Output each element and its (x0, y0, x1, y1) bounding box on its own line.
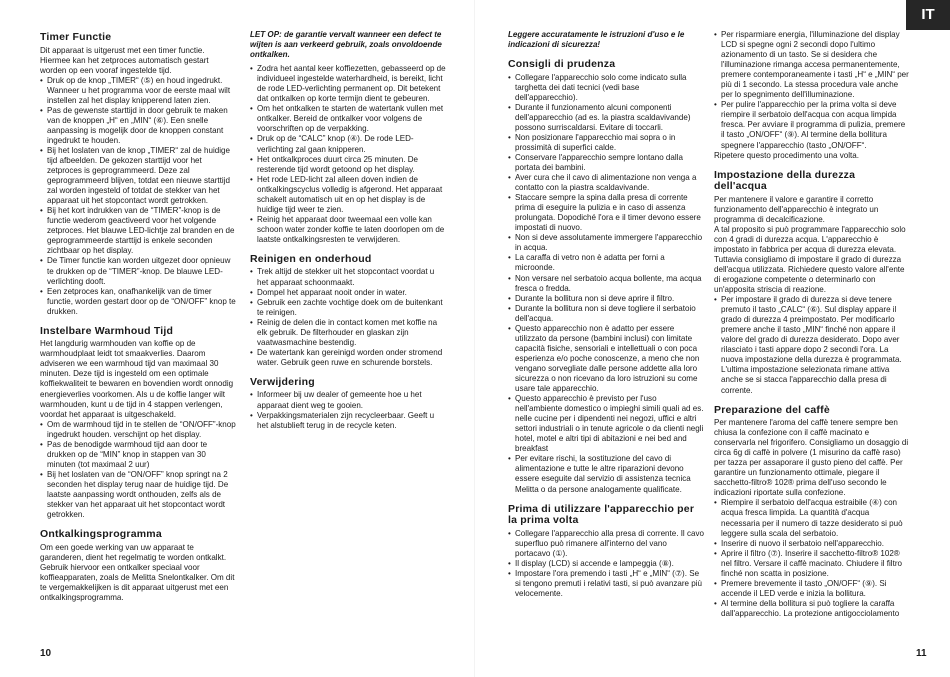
column-1 (40, 30, 236, 603)
list-item: • Reinig het apparaat door tweemaal een volle kan schoon water zonder koffie te laten doorlopen om de laatste ontkalkingsresten te verwijderen. (250, 215, 446, 245)
paragraph: Per mantenere l'aroma del caffè tenere sempre ben chiusa la confezione con il caffè macinato e conservarla nel frigorifero. Consigliamo un dosaggio di circa 6g di caffè in polvere (1 misurino da caffè raso) per tazza per assaporare il gusto pieno del caffè. Per garantire un funzionamento ottimale, piegare il sacchetto-filtro® 102® prima dell'uso secondo le indicazioni riportate sulla confezione. (714, 418, 909, 498)
list-item: • Non posizionare l'apparecchio mai sopra o in prossimità di superfici calde. (508, 133, 704, 153)
section-title-consigli: Consigli di prudenza (508, 58, 616, 71)
list-item: • Inserire di nuovo il serbatoio nell'apparecchio. (714, 539, 910, 549)
section-title-ontkalking: Ontkalkingsprogramma (40, 528, 162, 541)
bullet-list (40, 420, 236, 520)
list-item: • Premere brevemente il tasto „ON/OFF“ (⑨). Si accende il LED verde e inizia la bollitura. (714, 579, 910, 599)
list-item: • La caraffa di vetro non è adatta per forni a microonde. (508, 253, 704, 273)
list-item: • Collegare l'apparecchio solo come indicato sulla targhetta dei dati tecnici (vedi base dell'apparecchio). (508, 73, 704, 103)
list-item: • Om de warmhoud tijd in te stellen de “ON/OFF”-knop ingedrukt houden. verschijnt op het display. (40, 420, 236, 440)
list-item: • Informeer bij uw dealer of gemeente hoe u het apparaat dient weg te gooien. (250, 390, 446, 410)
list-item: • Riempire il serbatoio dell'acqua estraibile (④) con acqua fresca limpida. La quantità d'acqua necessaria per il numero di tazze desiderato si può leggere sulla scala del serbatoio. (714, 498, 910, 538)
list-item: • Per pulire l'apparecchio per la prima volta si deve riempire il serbatoio dell'acqua con acqua limpida fresca. Per avviare il programma di pulizia, premere il tasto „ON/OFF“ (⑨). Al termine della bollitura spegnere l'apparecchio (tasto „ON/OFF“. (714, 100, 910, 150)
list-item: • Pas de gewenste starttijd in door gebruik te maken van de knoppen „H“ en „MIN“ (⑥). Een snelle aanpassing is mogelijk door de knoppen constant ingedrukt te houden. (40, 106, 236, 146)
warranty-note: LET OP: de garantie vervalt wanneer een defect te wijten is aan verkeerd gebruik, zoals onvoldoende ontkalken. (250, 30, 442, 60)
list-item: • Non si deve assolutamente immergere l'apparecchio in acqua. (508, 233, 704, 253)
column-2 (250, 30, 446, 431)
list-item: • Pas de benodigde warmhoud tijd aan door te drukken op de “MIN” knop in stappen van 30 minuten (tot maximaal 2 uur) (40, 440, 236, 470)
list-item: • Het rode LED-licht zal alleen doven indien de ontkalkingscyclus volledig is afgerond. Het apparaat schakelt automatisch uit en op het display is de huidige tijd weer te zien. (250, 175, 446, 215)
list-item: • Druk op de “CALC” knop (④). De rode LED-verlichting zal gaan knipperen. (250, 134, 446, 154)
paragraph: Ripetere questo procedimento una volta. (714, 150, 859, 160)
list-item: • Dompel het apparaat nooit onder in water. (250, 288, 446, 298)
column-3 (508, 30, 704, 599)
bullet-list (714, 498, 910, 619)
list-item: • De Timer functie kan worden uitgezet door opnieuw te drukken op de “TIMER”-knop. De blauwe LED-verlichting dooft. (40, 256, 236, 286)
list-item: • Durante la bollitura non si deve togliere il serbatoio dell'acqua. (508, 304, 704, 324)
column-4 (714, 30, 910, 619)
list-item: • Questo apparecchio non è adatto per essere utilizzato da persone (bambini inclusi) con limitate capacità fisiche, sensoriali e intellettuali o con poca esperienza e/o poche conoscenze, a meno che non vengano sorvegliate dalle persone addette alla loro sicurezza o non ricevano da loro istruzioni su come usare tale apparecchio. (508, 324, 704, 394)
list-item: • Non versare nel serbatoio acqua bollente, ma acqua fresca o fredda. (508, 274, 704, 294)
section-title-timer: Timer Functie (40, 31, 112, 43)
list-item: • Bij het kort indrukken van de “TIMER”-knop is de functie wederom geactiveerd voor het volgende zetproces. Het blauwe LED-lichtje zal branden en de geprogrammeerde starttijd is enkele seconden zichtbaar op het display. (40, 206, 236, 256)
bullet-list (250, 64, 446, 245)
list-item: • Verpakkingsmaterialen zijn recycleerbaar. Geeft u het alstublieft terug in de recycle keten. (250, 411, 446, 431)
page-number-left: 10 (40, 648, 52, 659)
list-item: • Bij het loslaten van de knop „TIMER“ zal de huidige tijd afbeelden. De gekozen starttijd voor het zetproces is geprogrammeerd. Deze zal geprogrammeerd blijven, totdat een nieuwe starttijd zal worden ingesteld of totdat de stekker van het apparaat uit het stopcontact wordt getrokken. (40, 146, 236, 206)
list-item: • Staccare sempre la spina dalla presa di corrente prima di eseguire la pulizia e in caso di assenza prolungata. Dopodiché l'ora e il timer devono essere impostati di nuovo. (508, 193, 704, 233)
section-title-preparazione: Preparazione del caffè (714, 403, 830, 416)
bullet-list (40, 76, 236, 317)
list-item: • Een zetproces kan, onafhankelijk van de timer functie, worden gestart door op de “ON/OFF” knop te drukken. (40, 287, 236, 317)
list-item: • Aprire il filtro (⑦). Inserire il sacchetto-filtro® 102® nel filtro. Versare il caffè macinato. Chiudere il filtro finché non scatta in posizione. (714, 549, 910, 579)
list-item: • Trek altijd de stekker uit het stopcontact voordat u het apparaat schoonmaakt. (250, 267, 446, 287)
bullet-list (714, 30, 910, 151)
list-item: • Druk op de knop „TIMER“ (⑤) en houd ingedrukt. Wanneer u het programma voor de eerste maal wilt instellen zal het display knipperend laten zien. (40, 76, 236, 106)
paragraph: Het langdurig warmhouden van koffie op de warmhoudplaat leidt tot smaakverlies. Daarom adviseren we een warmhoud tijd van maximaal 30 minuten. Deze tijd is ingesteld om een optimale koffiekwaliteit te bewaren en bovendien wordt onnodig energieverlies voorkomen. Als u de koffie langer wilt warmhouden, kunt u de tijd in 4 stappen verlengen, voordat het apparaat is uitgeschakeld. (40, 339, 234, 419)
bullet-list (508, 529, 704, 599)
list-item: • Zodra het aantal keer koffiezetten, gebasseerd op de individueel ingestelde waterhardheid, is bereikt, licht de rode LED-verlichting permanent op. Dit betekent dat ontkalken op korte termijn dient te gebeuren. (250, 64, 446, 104)
paragraph: Om een goede werking van uw apparaat te garanderen, dient het regelmatig te worden ontkalkt. Gebruik hiervoor een ontkalker speciaal voor koffieapparaten, zoals de Melitta Snelontkalker. Om dit te vergemakkelijken is dit apparaat uitgerust met een ontkalkingsprogramma. (40, 542, 235, 602)
list-item: • Il display (LCD) si accende e lampeggia (⑧). (508, 559, 704, 569)
list-item: • Per risparmiare energia, l'illuminazione del display LCD si spegne ogni 2 secondi dopo l'ultimo azionamento di un tasto. Se si desidera che l'illuminazione rimanga accesa permanentemente, premere contemporaneamente i tasti „H“ e „MIN“ per più di 1 secondo. La stessa procedura vale anche per lo spegnimento dell'illuminazione. (714, 30, 910, 100)
list-item: • Om het ontkalken te starten de watertank vullen met ontkalker. Bereid de ontkalker voor volgens de voorschriften op de verpakking. (250, 104, 446, 134)
list-item: • Reinig de delen die in contact komen met koffie na elk gebruik. De filterhouder en glaskan zijn vaatwasmachine bestendig. (250, 318, 446, 348)
section-title-durezza: Impostazione della durezza dell'acqua (714, 168, 856, 193)
list-item: • Al termine della bollitura si può togliere la caraffa dall'apparecchio. La protezione antigocciolamento (714, 599, 910, 619)
page-fold (474, 0, 475, 677)
section-title-warmhoud: Instelbare Warmhoud Tijd (40, 324, 174, 337)
bullet-list (508, 73, 704, 495)
paragraph: Per mantenere il valore e garantire il corretto funzionamento dell'apparecchio è integrato un programma di decalcificazione. (714, 194, 879, 224)
list-item: • Questo apparecchio è previsto per l'uso nell'ambiente domestico o impieghi simili quali ad es. nelle cucine per i dipendenti nei negozi, uffici e altri settori industriali o in tenute agricole o da clienti negli hotel, motel e altri tipi di abitazioni e nei bed and breakfast (508, 394, 704, 454)
section-title-prima-volta: Prima di utilizzare l'apparecchio per la prima volta (508, 502, 695, 527)
paragraph: Dit apparaat is uitgerust met een timer functie. Hiermee kan het zetproces automatisch gestart worden op een vooraf ingestelde tijd. (40, 45, 209, 75)
language-tab: IT (906, 0, 950, 30)
list-item: • Durante il funzionamento alcuni componenti dell'apparecchio (ad es. la piastra scaldavivande) possono surriscaldarsi. Evitare di toccarli. (508, 103, 704, 133)
page-number-right: 11 (916, 648, 927, 659)
list-item: • De watertank kan gereinigd worden onder stromend water. Gebruik geen ruwe en schurende borstels. (250, 348, 446, 368)
section-title-reinigen: Reinigen en onderhoud (250, 252, 372, 265)
paragraph: A tal proposito si può programmare l'apparecchio solo con 4 gradi di durezza acqua. L'apparecchio è impostato in fabbrica per acqua di durezza elevata. Tuttavia consigliamo di impostare il grado di durezza dell'acqua utilizzata. Richiedere questo valore all'ente di erogazione competente o determinarlo con un'apposita striscia di reazione. (714, 224, 906, 295)
list-item: • Impostare l'ora premendo i tasti „H“ e „MIN“ (⑦). Se si tengono premuti i relativi tasti, si può avanzare più velocemente. (508, 569, 704, 599)
list-item: • Het ontkalkproces duurt circa 25 minuten. De resterende tijd wordt getoond op het display. (250, 155, 446, 175)
list-item: • Bij het loslaten van de “ON/OFF” knop springt na 2 seconden het display terug naar de huidige tijd. De laatste aanpassing wordt onthouden, zelfs als de stekker van het apparaat uit het stopcontact wordt getrokken. (40, 470, 236, 520)
list-item: • Durante la bollitura non si deve aprire il filtro. (508, 294, 704, 304)
bullet-list (250, 267, 446, 367)
list-item: • Per evitare rischi, la sostituzione del cavo di alimentazione e tutte le altre riparazioni devono essere eseguite dal servizio di assistenza tecnica Melitta o da persone analogamente qualificate. (508, 454, 704, 494)
list-item: • Per impostare il grado di durezza si deve tenere premuto il tasto „CALC“ (⑥). Sul display appare il grado di durezza 4 preimpostato. Per modificarlo premere anche il tasto „MIN“ finché non appare il valore del grado di durezza desiderato. Dopo aver rilasciato i tasti appare dopo 2 secondi l'ora. La nuova impostazione della durezza è programmata. L'ultima impostazione selezionata rimane attiva anche se si stacca l'apparecchio dalla presa di corrente. (714, 295, 910, 395)
list-item: • Conservare l'apparecchio sempre lontano dalla portata dei bambini. (508, 153, 704, 173)
list-item: • Aver cura che il cavo di alimentazione non venga a contatto con la piastra scaldavivande. (508, 173, 704, 193)
section-title-verwijdering: Verwijdering (250, 375, 315, 388)
bullet-list (714, 295, 910, 395)
bullet-list (250, 390, 446, 430)
list-item: • Gebruik een zachte vochtige doek om de buitenkant te reinigen. (250, 298, 446, 318)
safety-note: Leggere accuratamente le istruzioni d'uso e le indicazioni di sicurezza! (508, 30, 685, 50)
list-item: • Collegare l'apparecchio alla presa di corrente. Il cavo superfluo può rimanere all'interno del vano portacavo (①). (508, 529, 704, 559)
